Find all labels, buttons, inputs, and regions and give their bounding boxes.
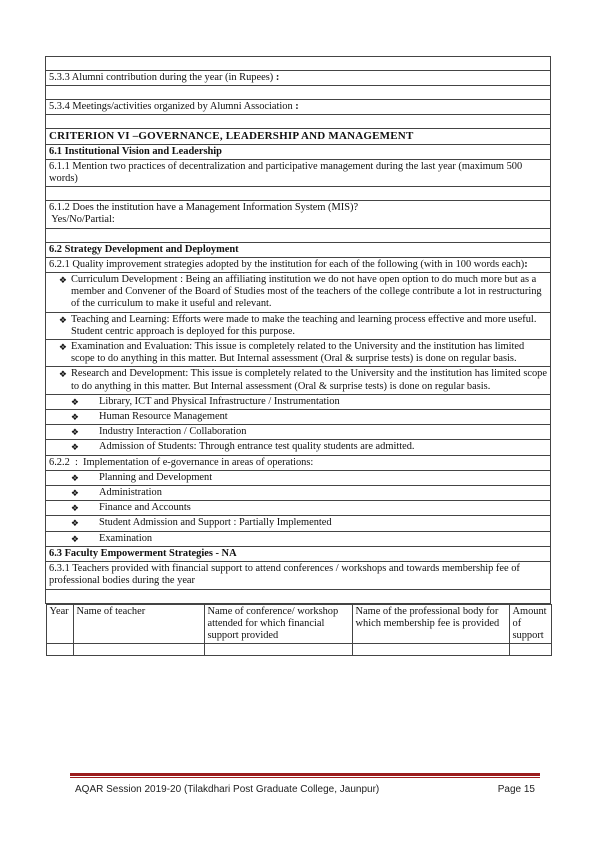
- strategy-row: [46, 340, 551, 367]
- blank-row: [46, 57, 551, 71]
- list-item: [49, 426, 547, 438]
- egov-text: Planning and Development: [99, 471, 213, 483]
- blank-row: [46, 86, 551, 100]
- question-6-3-1: 6.3.1 Teachers provided with financial support to attend conferences / workshops and towards membership fee of professional bodies during the year: [46, 562, 551, 589]
- bullet-icon: ❖: [70, 533, 79, 544]
- list-item: [49, 396, 547, 408]
- column-header: Name of the professional body for which membership fee is provided: [352, 604, 509, 644]
- egov-row: [46, 531, 551, 546]
- question-5-3-3: 5.3.3 Alumni contribution during the year (in Rupees): [49, 72, 276, 83]
- section-6-2-heading: 6.2 Strategy Development and Deployment: [46, 242, 551, 257]
- bullet-icon: ❖: [58, 314, 67, 325]
- section-6-1-row: [46, 144, 551, 159]
- row-6-3-1: [46, 562, 551, 589]
- strategy-row: [46, 273, 551, 313]
- bullet-icon: ❖: [58, 275, 67, 286]
- list-item: [49, 274, 547, 311]
- section-6-1-heading: 6.1 Institutional Vision and Leadership: [46, 144, 551, 159]
- egov-row: [46, 501, 551, 516]
- list-item: [49, 472, 547, 484]
- blank-row: [46, 228, 551, 242]
- question-6-1-1: 6.1.1 Mention two practices of decentralization and participative management during the last year (maximum 500 words): [46, 159, 551, 186]
- strategy-text: Examination and Evaluation: This issue is completely related to the University and the institution has limited scope to do anything in this matter. But Internal assessment (Oral & surprise tests) is done on regular basis.: [71, 341, 525, 365]
- bullet-icon: ❖: [58, 342, 67, 353]
- page-number: Page 15: [497, 784, 535, 795]
- egov-text: Finance and Accounts: [99, 502, 191, 514]
- bullet-icon: ❖: [70, 503, 79, 514]
- egov-text: Student Admission and Support : Partially Implemented: [99, 517, 332, 529]
- question-6-2-2: 6.2.2 : Implementation of e-governance in areas of operations:: [46, 455, 551, 470]
- strategy-text: Research and Development: This issue is completely related to the University and the institution has limited scope to do anything in this matter. But Internal assessment (Oral & surprise tests) is done on regular basis.: [71, 368, 547, 392]
- colon: :: [275, 72, 280, 83]
- footer-rule: [70, 773, 540, 776]
- bullet-icon: ❖: [70, 518, 79, 529]
- colon: :: [524, 258, 528, 270]
- document-page: [45, 56, 550, 656]
- list-item: [49, 487, 547, 499]
- list-item: [49, 341, 547, 365]
- bullet-icon: ❖: [70, 427, 79, 438]
- row-6-2-2: [46, 455, 551, 470]
- strategy-text: Teaching and Learning: Efforts were made to make the teaching and learning process effective and more useful. Student centric approach is deployed for this purpose.: [71, 313, 537, 337]
- strategy-row: [46, 440, 551, 455]
- list-item: [49, 502, 547, 514]
- list-item: [49, 411, 547, 423]
- bullet-icon: ❖: [70, 412, 79, 423]
- criterion-row: [46, 129, 551, 144]
- row-6-1-1: [46, 159, 551, 186]
- strategy-row: [46, 312, 551, 339]
- strategy-row: [46, 394, 551, 409]
- bullet-icon: ❖: [70, 442, 79, 453]
- egov-row: [46, 486, 551, 501]
- column-header: Name of conference/ workshop attended for which financial support provided: [204, 604, 352, 644]
- table-row: [46, 644, 551, 656]
- blank-row: [46, 187, 551, 201]
- question-5-3-4: 5.3.4 Meetings/activities organized by Alumni Association: [49, 101, 296, 113]
- list-item: [49, 368, 547, 392]
- aqar-table: [45, 56, 551, 656]
- row-6-1-2: [46, 201, 551, 228]
- question-6-1-2: 6.1.2 Does the institution have a Management Information System (MIS)?: [49, 202, 359, 214]
- strategy-text: Admission of Students: Through entrance test quality students are admitted.: [99, 441, 415, 453]
- column-header: Amount of support: [509, 604, 551, 644]
- blank-row: [46, 589, 551, 603]
- row-5-3-4: [46, 100, 551, 115]
- strategy-text: Human Resource Management: [99, 411, 228, 423]
- question-6-1-2-options: Yes/No/Partial:: [49, 214, 115, 226]
- support-table-row: [46, 603, 551, 656]
- section-6-3-heading: 6.3 Faculty Empowerment Strategies - NA: [46, 546, 551, 561]
- support-table: [46, 604, 552, 657]
- egov-row: [46, 470, 551, 485]
- strategy-row: [46, 425, 551, 440]
- list-item: [49, 441, 547, 453]
- blank-row: [46, 115, 551, 129]
- colon: :: [295, 101, 299, 113]
- strategy-text: Library, ICT and Physical Infrastructure / Instrumentation: [99, 395, 340, 407]
- bullet-icon: ❖: [70, 488, 79, 499]
- strategy-text: Industry Interaction / Collaboration: [99, 426, 247, 438]
- criterion-title: CRITERION VI –GOVERNANCE, LEADERSHIP AND MANAGEMENT: [46, 129, 551, 144]
- footer-session: AQAR Session 2019-20 (Tilakdhari Post Graduate College, Jaunpur): [75, 784, 380, 795]
- row-5-3-3: [46, 71, 551, 86]
- egov-text: Administration: [99, 487, 162, 499]
- egov-text: Examination: [99, 532, 153, 544]
- bullet-icon: ❖: [70, 472, 79, 483]
- column-header: Year: [46, 604, 73, 644]
- bullet-icon: ❖: [58, 369, 67, 380]
- bullet-icon: ❖: [70, 396, 79, 407]
- column-header: Name of teacher: [73, 604, 204, 644]
- list-item: [49, 533, 547, 545]
- strategy-row: [46, 367, 551, 394]
- strategy-text: Curriculum Development : Being an affiliating institution we do not have open option to do much more but as a member and Convener of the Board of Studies most of the teachers of the college contribute a lot in restructuring of the curriculum to make it useful and relevant.: [71, 274, 542, 310]
- table-header-row: [46, 604, 551, 644]
- strategy-row: [46, 410, 551, 425]
- list-item: [49, 314, 547, 338]
- egov-row: [46, 516, 551, 531]
- section-6-3-row: [46, 546, 551, 561]
- row-6-2-1: [46, 257, 551, 272]
- list-item: [49, 517, 547, 529]
- footer-rule-thin: [70, 777, 540, 778]
- question-6-2-1: 6.2.1 Quality improvement strategies adopted by the institution for each of the following (with in 100 words each): [49, 258, 525, 270]
- section-6-2-row: [46, 242, 551, 257]
